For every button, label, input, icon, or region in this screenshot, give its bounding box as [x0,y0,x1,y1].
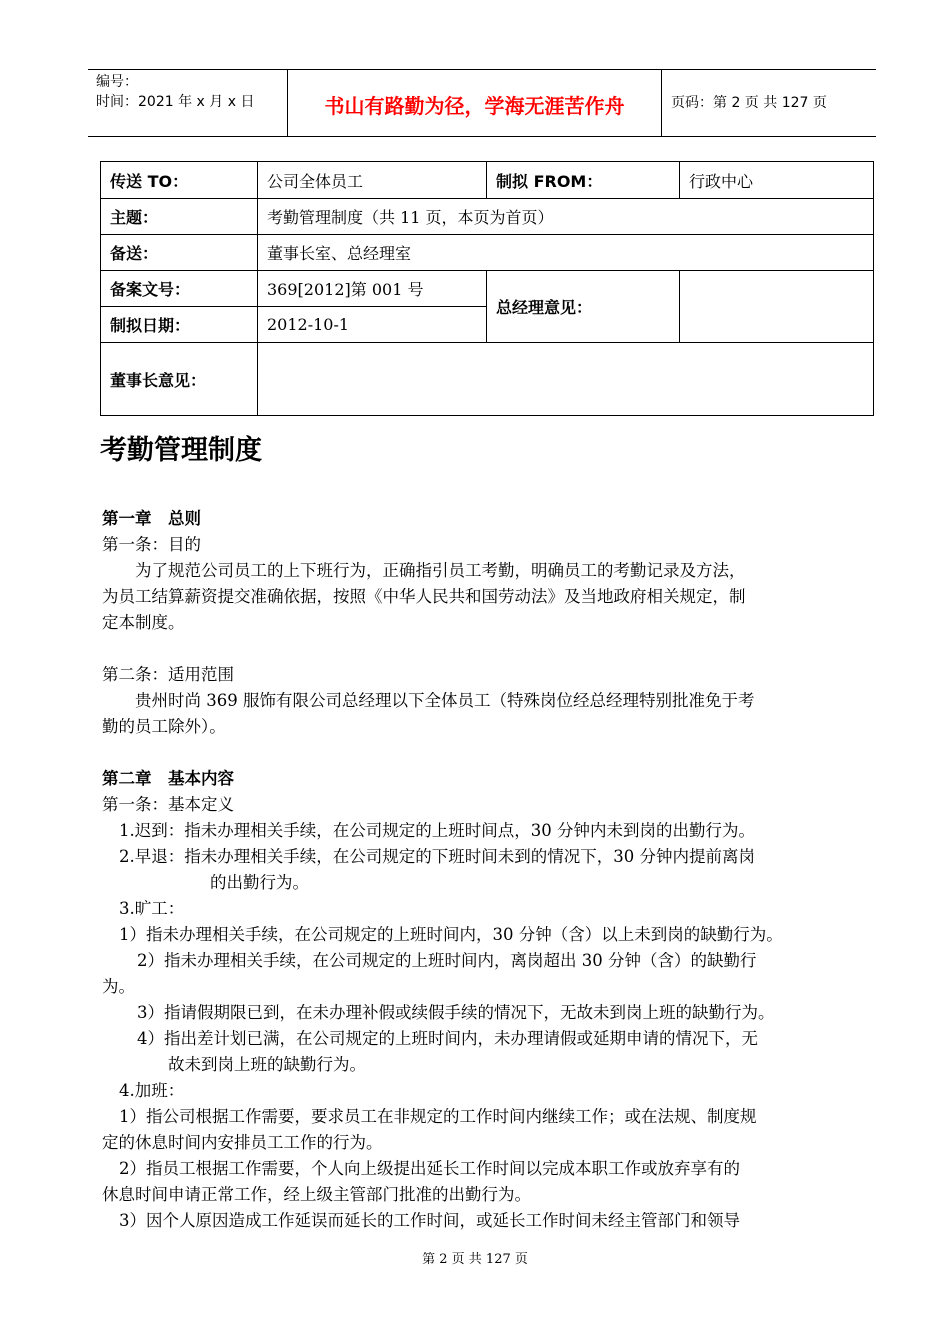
definition-line: 2）指未办理相关手续，在公司规定的上班时间内，离岗超出 30 分钟（含）的缺勤行 [137,951,757,970]
definition-line: 休息时间申请正常工作，经上级主管部门批准的出勤行为。 [102,1185,531,1204]
definition-line: 4.加班： [119,1081,185,1100]
subject-value: 考勤管理制度（共 11 页，本页为首页） [258,199,874,235]
definition-line: 4）指出差计划已满，在公司规定的上班时间内，未办理请假或延期申请的情况下，无 [137,1029,758,1048]
header-page-info: 页码：第 2 页 共 127 页 [671,95,827,111]
header-divider [661,70,662,136]
header-meta [96,72,254,112]
definition-line: 的出勤行为。 [210,873,309,892]
definition-line: 3）指请假期限已到，在未办理补假或续假手续的情况下，无故未到岗上班的缺勤行为。 [137,1003,775,1022]
definition-line: 3.旷工： [119,899,185,918]
header-time: 时间：2021 年 x 月 x 日 [96,94,255,110]
definition-line: 定的休息时间内安排员工工作的行为。 [102,1133,383,1152]
definition-line: 1）指公司根据工作需要，要求员工在非规定的工作时间内继续工作；或在法规、制度规 [119,1107,757,1126]
gm-opinion-label: 总经理意见： [487,271,680,343]
definition-line: 故未到岗上班的缺勤行为。 [168,1055,366,1074]
file-no-value: 369[2012]第 001 号 [258,271,487,307]
page-header [88,69,876,137]
spacer [102,636,862,662]
page-footer: 第 2 页 共 127 页 [422,1252,528,1267]
cc-label: 备送： [101,235,258,271]
gm-opinion-field [680,271,874,343]
file-no-label: 备案文号： [101,271,258,307]
paragraph-line: 定本制度。 [102,613,185,632]
date-label: 制拟日期： [101,307,258,343]
spacer [102,740,862,766]
chairman-opinion-field [258,343,874,416]
article-heading: 第一条：目的 [102,535,201,554]
document-body [102,506,862,1234]
paragraph-line: 贵州时尚 369 服饰有限公司总经理以下全体员工（特殊岗位经总经理特别批准免于考 [135,691,755,710]
definition-line: 2）指员工根据工作需要，个人向上级提出延长工作时间以完成本职工作或放弃享有的 [119,1159,740,1178]
definition-line: 1）指未办理相关手续，在公司规定的上班时间内，30 分钟（含）以上未到岗的缺勤行为。 [119,925,783,944]
date-value: 2012-10-1 [258,307,487,343]
article-heading: 第一条：基本定义 [102,795,234,814]
from-label: 制拟 FROM： [487,162,680,199]
chairman-opinion-label: 董事长意见： [101,343,258,416]
paragraph-line: 为员工结算薪资提交准确依据，按照《中华人民共和国劳动法》及当地政府相关规定，制 [102,587,746,606]
from-value: 行政中心 [680,162,874,199]
document-title: 考勤管理制度 [100,435,262,466]
definition-line: 2.早退：指未办理相关手续，在公司规定的下班时间未到的情况下，30 分钟内提前离岗 [119,847,755,866]
header-motto: 书山有路勤为径，学海无涯苦作舟 [324,94,625,118]
header-number: 编号： [96,74,138,90]
cc-value: 董事长室、总经理室 [258,235,874,271]
paragraph-line: 为了规范公司员工的上下班行为，正确指引员工考勤，明确员工的考勤记录及方法， [135,561,746,580]
definition-line: 为。 [102,977,135,996]
to-value: 公司全体员工 [258,162,487,199]
definition-line: 3）因个人原因造成工作延误而延长的工作时间，或延长工作时间未经主管部门和领导 [119,1211,740,1230]
chapter-heading: 第二章 基本内容 [102,769,234,788]
article-heading: 第二条：适用范围 [102,665,234,684]
memo-table [100,161,874,416]
definition-line: 1.迟到：指未办理相关手续，在公司规定的上班时间点，30 分钟内未到岗的出勤行为。 [119,821,755,840]
to-label: 传送 TO： [101,162,258,199]
subject-label: 主题： [101,199,258,235]
chapter-heading: 第一章 总则 [102,509,201,528]
paragraph-line: 勤的员工除外）。 [102,717,226,736]
